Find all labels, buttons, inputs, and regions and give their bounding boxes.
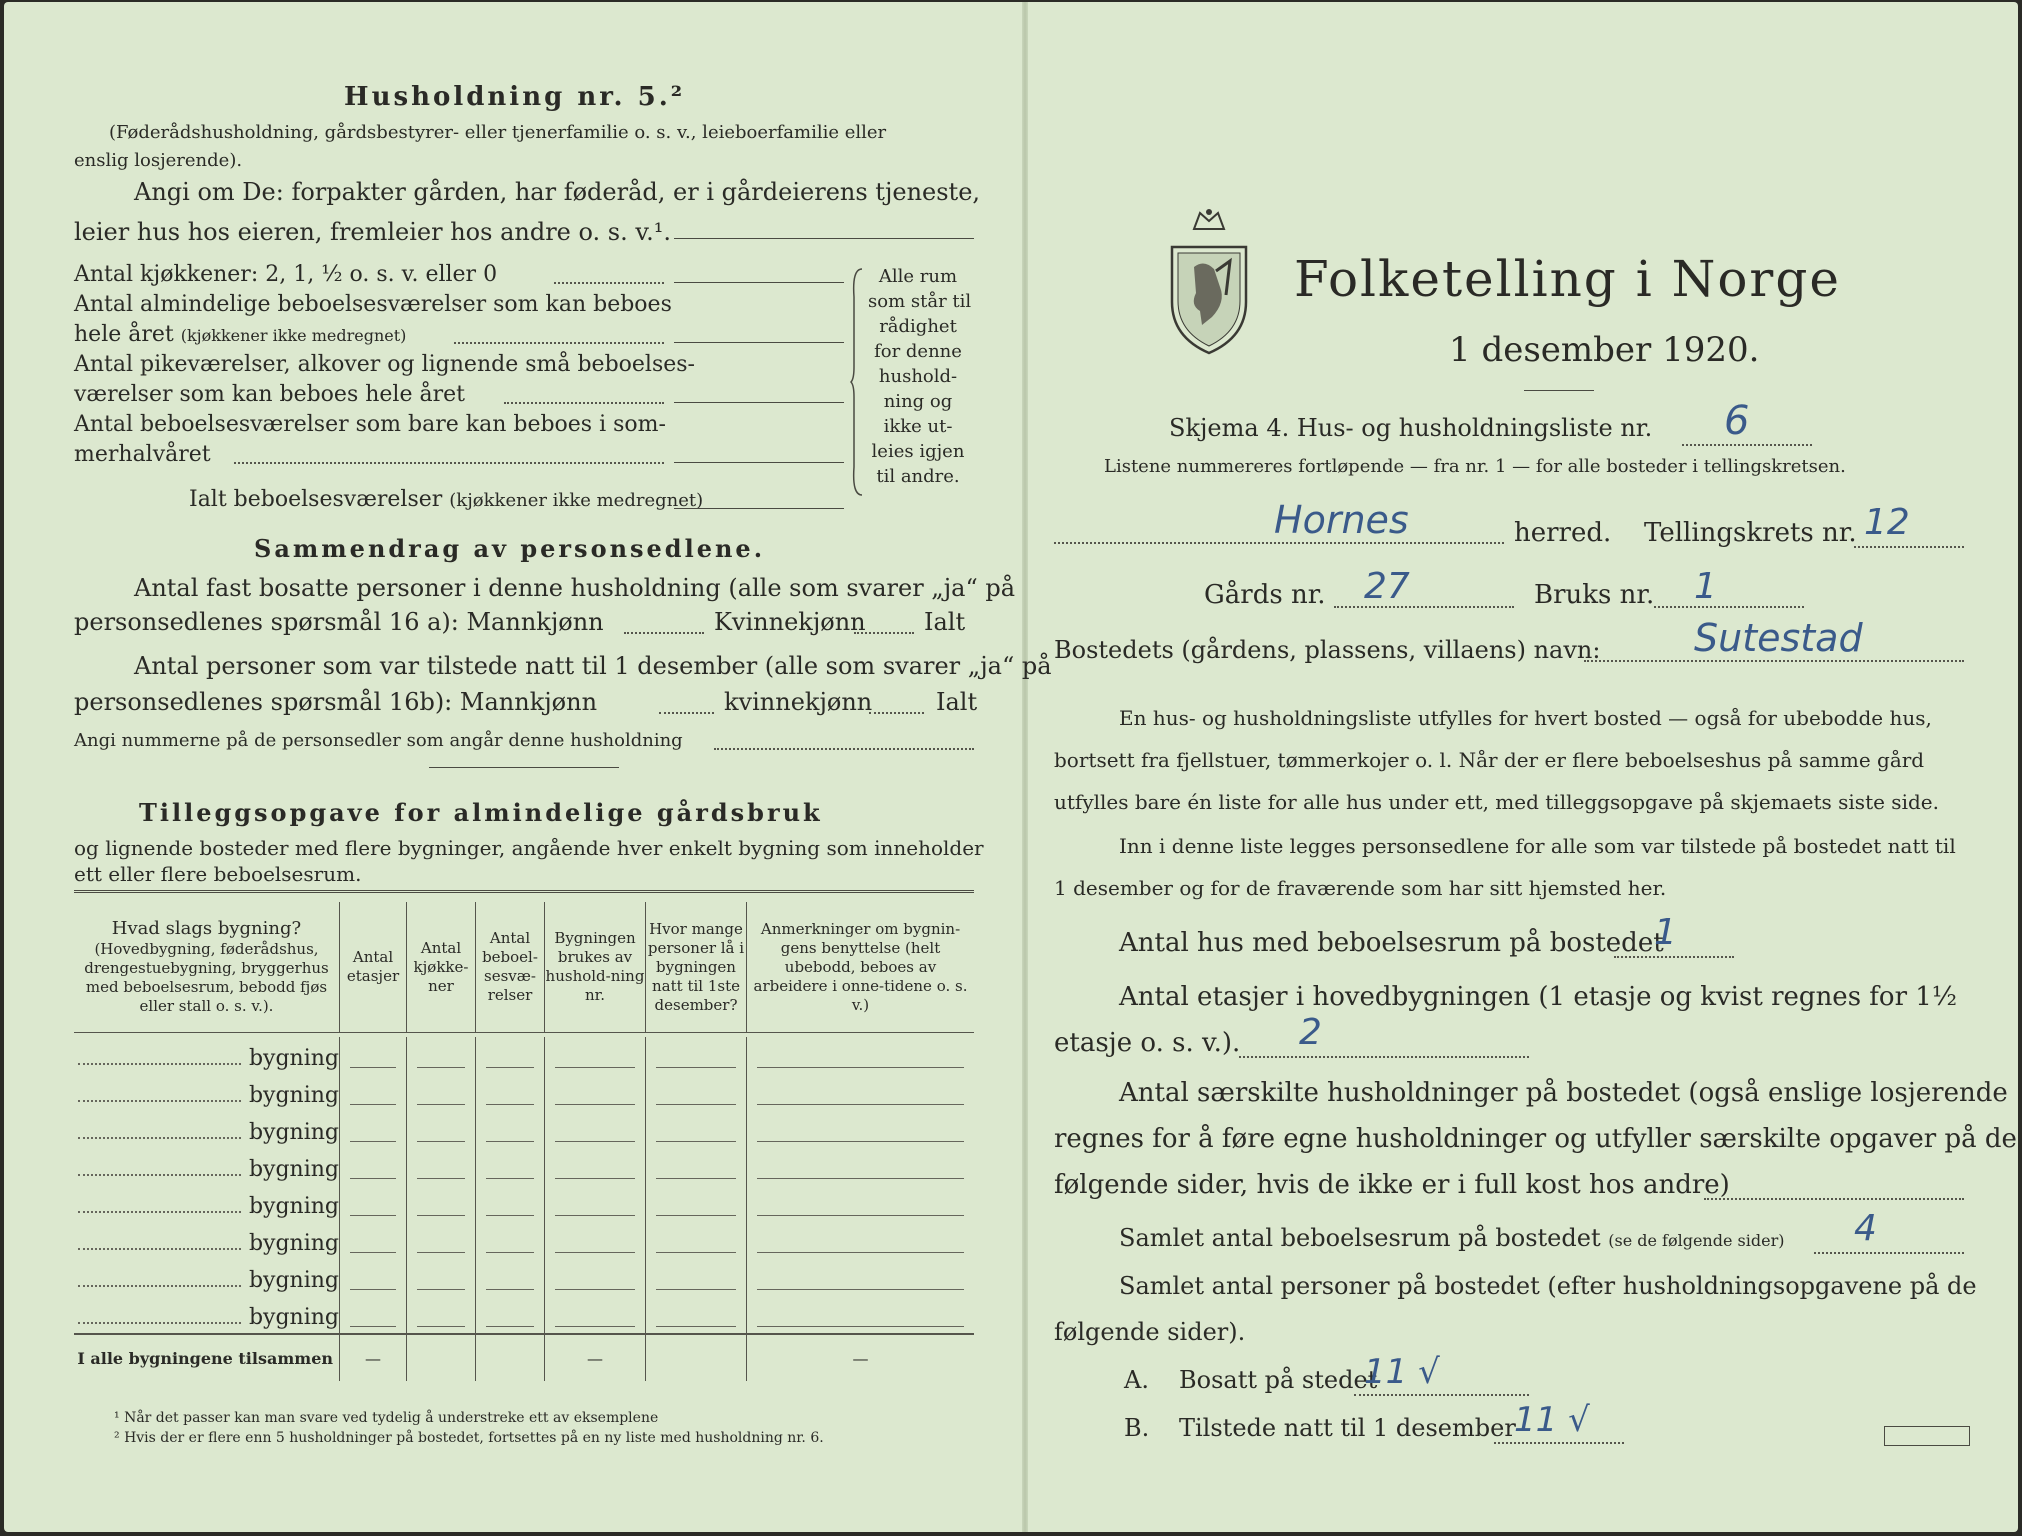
b-dots bbox=[1494, 1442, 1624, 1444]
info-line-3: utfylles bare én liste for alle hus under ett, med tilleggsopgave på skjemaets siste side. bbox=[1054, 790, 1939, 814]
etasjer-dots bbox=[1239, 1056, 1529, 1058]
page-fold bbox=[1022, 2, 1028, 1532]
sarskilte-line-2: regnes for å føre egne husholdninger og utfyller særskilte opgaver på de bbox=[1054, 1124, 2017, 1154]
total-row-label: I alle bygningene tilsammen bbox=[77, 1348, 333, 1368]
rooms-3-dots bbox=[234, 462, 664, 464]
title-divider bbox=[1524, 390, 1594, 391]
etasjer-line-2: etasje o. s. v.). bbox=[1054, 1028, 1241, 1058]
bruks-value[interactable]: 1 bbox=[1694, 566, 1717, 607]
header-rooms: Antal beboel-sesvæ-relser bbox=[482, 929, 538, 1004]
table-row[interactable] bbox=[74, 1037, 974, 1074]
gards-label: Gårds nr. bbox=[1204, 580, 1326, 610]
row-label: bygning bbox=[248, 1045, 339, 1071]
header-household: Bygningen brukes av hushold-ning nr. bbox=[545, 929, 645, 1004]
right-page bbox=[1054, 2, 2017, 1532]
rooms-1-answer-line[interactable] bbox=[674, 342, 844, 343]
brace-note-line: rådighet bbox=[879, 316, 957, 337]
a-label: Bosatt på stedet bbox=[1179, 1366, 1378, 1394]
row-label: bygning bbox=[248, 1156, 339, 1182]
gards-value[interactable]: 27 bbox=[1364, 566, 1410, 607]
table-row[interactable] bbox=[74, 1259, 974, 1296]
section-divider bbox=[429, 767, 619, 768]
bosted-dots bbox=[1584, 660, 1964, 662]
hus-value[interactable]: 1 bbox=[1654, 912, 1677, 953]
total-dash: — bbox=[852, 1348, 869, 1368]
census-sheet bbox=[4, 2, 2018, 1532]
summary-2-male-dots[interactable] bbox=[659, 712, 714, 714]
gards-dots bbox=[1334, 606, 1514, 608]
brace-icon bbox=[850, 267, 864, 497]
summary-1-female-dots[interactable] bbox=[854, 632, 914, 634]
a-dots bbox=[1354, 1394, 1529, 1396]
sarskilte-line-3: følgende sider, hvis de ikke er i full kost hos andre) bbox=[1054, 1170, 1730, 1200]
rooms-3-line-b: merhalvåret bbox=[74, 442, 211, 467]
footnote-1: ¹ Når det passer kan man svare ved tydelig å understreke ett av eksemplene bbox=[114, 1410, 659, 1426]
brace-note-line: til andre. bbox=[876, 466, 960, 487]
rooms-3-line-a: Antal beboelsesværelser som bare kan beboes i som- bbox=[74, 412, 666, 437]
census-date: 1 desember 1920. bbox=[1449, 330, 1760, 370]
brace-note bbox=[868, 264, 972, 489]
summary-2-line-b: personsedlenes spørsmål 16b): Mannkjønn bbox=[74, 688, 598, 716]
building-table bbox=[74, 902, 974, 1381]
rooms-3-answer-line[interactable] bbox=[674, 462, 844, 463]
table-top-rule bbox=[74, 890, 974, 893]
tellingskrets-dots bbox=[1854, 546, 1964, 548]
sarskilte-dots[interactable] bbox=[1704, 1198, 1964, 1200]
footnote-2: ² Hvis der er flere enn 5 husholdninger på bostedet, fortsettes på en ny liste med husholdning nr. 6. bbox=[114, 1430, 824, 1446]
info-line-4: Inn i denne liste legges personsedlene for alle som var tilstede på bostedet natt til bbox=[1119, 834, 1956, 858]
row-label: bygning bbox=[248, 1082, 339, 1108]
table-row[interactable] bbox=[74, 1148, 974, 1185]
etasjer-value[interactable]: 2 bbox=[1299, 1012, 1322, 1053]
samlet-rum-value[interactable]: 4 bbox=[1854, 1208, 1877, 1249]
brace-note-line: som står til bbox=[868, 291, 972, 312]
hus-label: Antal hus med beboelsesrum på bostedet bbox=[1119, 928, 1664, 958]
table-row[interactable] bbox=[74, 1222, 974, 1259]
sarskilte-line-1: Antal særskilte husholdninger på bostedet (også enslige losjerende bbox=[1119, 1078, 2008, 1108]
a-value[interactable]: 11 √ bbox=[1364, 1352, 1440, 1392]
b-letter: B. bbox=[1124, 1414, 1150, 1442]
rooms-2-line-a: Antal pikeværelser, alkover og lignende små beboelses- bbox=[74, 352, 695, 377]
summary-1-line-b: personsedlenes spørsmål 16 a): Mannkjønn bbox=[74, 608, 604, 636]
summary-3: Angi nummerne på de personsedler som angår denne husholdning bbox=[74, 730, 683, 751]
census-title: Folketelling i Norge bbox=[1294, 250, 1841, 308]
total-rooms-note: (kjøkkener ikke medregnet) bbox=[449, 490, 704, 511]
summary-title: Sammendrag av personsedlene. bbox=[254, 534, 766, 563]
total-dash: — bbox=[365, 1348, 381, 1368]
numbering-note: Listene nummereres fortløpende — fra nr. 1 — for alle bosteder i tellingskretsen. bbox=[1104, 456, 1846, 477]
summary-2-female-dots[interactable] bbox=[869, 712, 924, 714]
rooms-1-note: (kjøkkener ikke medregnet) bbox=[180, 326, 407, 345]
rooms-2-dots bbox=[504, 402, 664, 404]
bosted-value[interactable]: Sutestad bbox=[1694, 616, 1863, 660]
herred-dots bbox=[1054, 542, 1504, 544]
tillegg-title: Tilleggsopgave for almindelige gårdsbruk bbox=[139, 798, 823, 827]
kitchen-label: Antal kjøkkener: 2, 1, ½ o. s. v. eller 0 bbox=[74, 262, 498, 287]
bruks-dots bbox=[1654, 606, 1804, 608]
angi-line-2: leier hus hos eieren, fremleier hos andre o. s. v.¹. bbox=[74, 218, 671, 246]
brace-note-line: ning og bbox=[883, 391, 953, 412]
rooms-1-dots bbox=[454, 342, 664, 344]
a-letter: A. bbox=[1124, 1366, 1149, 1394]
kitchen-dots bbox=[554, 282, 664, 284]
herred-value[interactable]: Hornes bbox=[1274, 498, 1409, 542]
rooms-1-line-a: Antal almindelige beboelsesværelser som kan beboes bbox=[74, 292, 672, 317]
summary-1-line-a: Antal fast bosatte personer i denne husholdning (alle som svarer „ja“ på bbox=[134, 574, 1016, 602]
kitchen-answer-line[interactable] bbox=[674, 282, 844, 283]
brace-note-line: ikke ut- bbox=[883, 416, 953, 437]
angi-answer-line[interactable] bbox=[674, 238, 974, 239]
summary-3-dots[interactable] bbox=[714, 748, 974, 750]
skjema-dots bbox=[1682, 444, 1812, 446]
info-line-2: bortsett fra fjellstuer, tømmerkojer o. l. Når der er flere beboelseshus på samme gård bbox=[1054, 748, 1925, 772]
header-remarks: Anmerkninger om bygnin-gens benyttelse (helt ubebodd, beboes av arbeidere i onne-tidene o. s. v.) bbox=[753, 919, 968, 1014]
rooms-1-line-b: hele året bbox=[74, 322, 174, 347]
left-page bbox=[74, 2, 1052, 1532]
skjema-value[interactable]: 6 bbox=[1724, 398, 1750, 444]
summary-1-female-label: Kvinnekjønn bbox=[714, 608, 866, 636]
samlet-pers-line-1: Samlet antal personer på bostedet (efter husholdningsopgavene på de bbox=[1119, 1272, 1977, 1300]
b-label: Tilstede natt til 1 desember bbox=[1179, 1414, 1516, 1442]
samlet-rum-label: Samlet antal beboelsesrum på bostedet bbox=[1119, 1224, 1601, 1252]
brace-note-line: Alle rum bbox=[878, 266, 958, 287]
row-label: bygning bbox=[248, 1193, 339, 1219]
household-title: Husholdning nr. 5.² bbox=[344, 82, 686, 112]
etasjer-line-1: Antal etasjer i hovedbygningen (1 etasje og kvist regnes for 1½ bbox=[1119, 982, 1958, 1012]
row-label: bygning bbox=[248, 1267, 339, 1293]
summary-1-male-dots[interactable] bbox=[624, 632, 704, 634]
header-building-type-sub: (Hovedbygning, føderådshus, drengestuebygning, bryggerhus med beboelsesrum, bebodd fjøs eller stall o. s. v.). bbox=[84, 940, 329, 1015]
table-row[interactable] bbox=[74, 1074, 974, 1111]
b-value[interactable]: 11 √ bbox=[1514, 1400, 1590, 1440]
bruks-label: Bruks nr. bbox=[1534, 580, 1655, 610]
table-row[interactable] bbox=[74, 1185, 974, 1222]
header-kitchens: Antal kjøkke-ner bbox=[413, 938, 469, 995]
table-row[interactable] bbox=[74, 1111, 974, 1148]
header-floors: Antal etasjer bbox=[346, 948, 400, 985]
tillegg-line-2: ett eller flere beboelsesrum. bbox=[74, 862, 362, 886]
printer-stamp bbox=[1884, 1426, 1970, 1446]
info-line-1: En hus- og husholdningsliste utfylles for hvert bosted — også for ubebodde hus, bbox=[1119, 706, 1932, 730]
rooms-2-answer-line[interactable] bbox=[674, 402, 844, 403]
info-line-5: 1 desember og for de fraværende som har sitt hjemsted her. bbox=[1054, 876, 1667, 900]
tellingskrets-label: Tellingskrets nr. bbox=[1644, 518, 1857, 548]
bosted-label: Bostedets (gårdens, plassens, villaens) navn: bbox=[1054, 636, 1601, 664]
table-row[interactable] bbox=[74, 1296, 974, 1334]
header-persons: Hvor mange personer lå i bygningen natt til 1ste desember? bbox=[647, 919, 745, 1014]
intro-line-1: (Føderådshusholdning, gårdsbestyrer- eller tjenerfamilie o. s. v., leieboerfamilie eller bbox=[109, 122, 887, 143]
samlet-rum-note: (se de følgende sider) bbox=[1608, 1231, 1785, 1250]
rooms-2-line-b: værelser som kan beboes hele året bbox=[74, 382, 465, 407]
herred-label: herred. bbox=[1514, 518, 1612, 548]
brace-note-line: leies igjen bbox=[871, 441, 965, 462]
samlet-rum-dots bbox=[1814, 1252, 1964, 1254]
header-building-type: Hvad slags bygning? bbox=[111, 918, 302, 939]
samlet-pers-line-2: følgende sider). bbox=[1054, 1318, 1246, 1346]
summary-2-total-label: Ialt bbox=[936, 688, 978, 716]
tillegg-line-1: og lignende bosteder med flere bygninger, angående hver enkelt bygning som inneholder bbox=[74, 836, 984, 860]
intro-line-2: enslig losjerende). bbox=[74, 150, 243, 171]
table-total-row bbox=[74, 1334, 974, 1381]
row-label: bygning bbox=[248, 1304, 339, 1330]
row-label: bygning bbox=[248, 1119, 339, 1145]
total-rooms-label: Ialt beboelsesværelser bbox=[189, 487, 443, 512]
brace-note-line: hushold- bbox=[878, 366, 958, 387]
coat-of-arms-icon bbox=[1164, 207, 1254, 357]
summary-2-line-a: Antal personer som var tilstede natt til 1 desember (alle som svarer „ja“ på bbox=[134, 652, 1052, 680]
row-label: bygning bbox=[248, 1230, 339, 1256]
summary-1-total-label: Ialt bbox=[924, 608, 966, 636]
total-dash: — bbox=[587, 1348, 603, 1368]
angi-line-1: Angi om De: forpakter gården, har føderåd, er i gårdeierens tjeneste, bbox=[134, 178, 981, 206]
skjema-label: Skjema 4. Hus- og husholdningsliste nr. bbox=[1169, 414, 1653, 442]
hus-dots bbox=[1614, 956, 1734, 958]
brace-note-line: for denne bbox=[874, 341, 962, 362]
tellingskrets-value[interactable]: 12 bbox=[1864, 502, 1910, 543]
summary-2-female-label: kvinnekjønn bbox=[724, 688, 873, 716]
total-rooms-answer-line[interactable] bbox=[674, 508, 844, 509]
